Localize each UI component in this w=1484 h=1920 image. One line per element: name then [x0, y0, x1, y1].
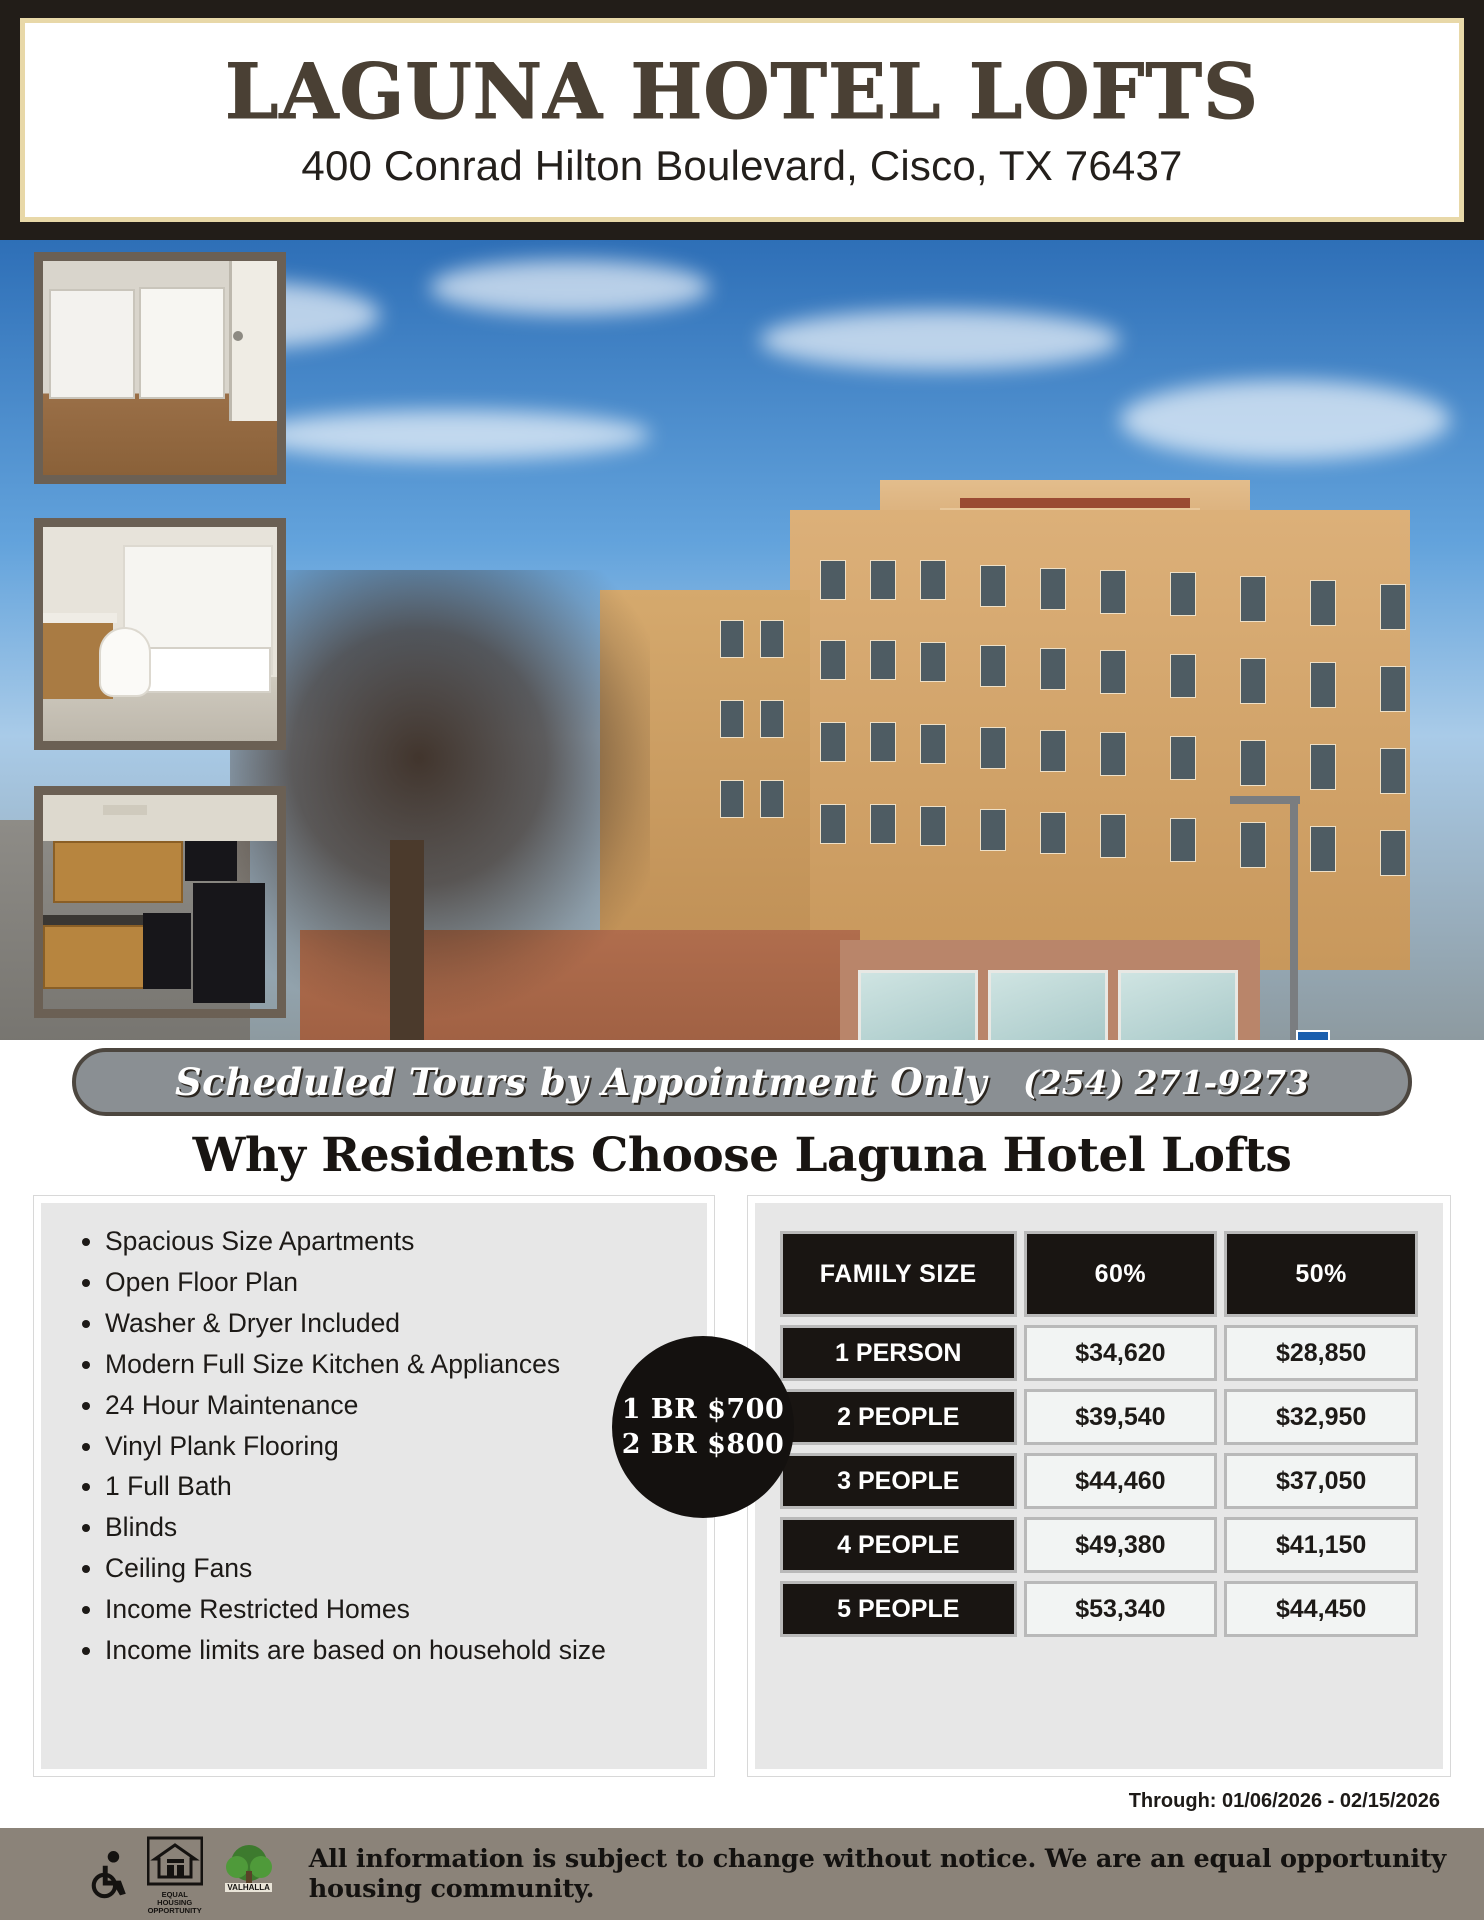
features-list: [53, 1225, 689, 1668]
ceiling: [43, 795, 277, 841]
building-window: [720, 780, 744, 818]
building-window: [1100, 650, 1126, 694]
building-window: [980, 809, 1006, 851]
building-window: [1100, 732, 1126, 776]
building-window: [1310, 580, 1336, 626]
cloud-shape: [1120, 380, 1450, 460]
list-item: • Blinds: [105, 1511, 689, 1545]
accessibility-icon: [88, 1844, 131, 1904]
limit-60-cell: $39,540: [1024, 1389, 1218, 1445]
building-window: [870, 640, 896, 680]
limit-60-cell: $53,340: [1024, 1581, 1218, 1637]
building-window: [1380, 666, 1406, 712]
list-item: • Modern Full Size Kitchen & Appliances: [105, 1348, 689, 1382]
light-pole: [1290, 800, 1298, 1040]
building-window: [1170, 818, 1196, 862]
washer-appliance: [49, 289, 135, 399]
building-window: [1040, 568, 1066, 610]
eho-line-1: EQUAL HOUSING: [157, 1889, 193, 1907]
cloud-shape: [430, 260, 710, 315]
building-window: [920, 560, 946, 600]
building-window: [1240, 576, 1266, 622]
tour-banner: [72, 1048, 1412, 1116]
limit-50-cell: $32,950: [1224, 1389, 1418, 1445]
family-size-cell: 2 PEOPLE: [780, 1389, 1017, 1445]
building-window: [1310, 662, 1336, 708]
building-window: [980, 645, 1006, 687]
building-window: [1240, 740, 1266, 786]
street-sign: [1296, 1030, 1330, 1040]
table-row: [780, 1453, 1418, 1509]
door-knob: [233, 331, 243, 341]
building-window: [980, 565, 1006, 607]
limit-60-cell: $49,380: [1024, 1517, 1218, 1573]
price-badge: [612, 1336, 794, 1518]
building-window: [870, 804, 896, 844]
page-title: LAGUNA HOTEL LOFTS: [225, 47, 1259, 136]
building-window: [1100, 570, 1126, 614]
building-window: [920, 806, 946, 846]
list-item: • Income Restricted Homes: [105, 1593, 689, 1627]
refrigerator: [193, 883, 265, 1003]
cloud-shape: [250, 410, 650, 460]
building-window: [1040, 730, 1066, 772]
cloud-shape: [760, 310, 1120, 370]
building-window: [760, 700, 784, 738]
equal-housing-icon: [147, 1833, 203, 1889]
tour-banner-text: Scheduled Tours by Appointment Only: [174, 1060, 988, 1104]
laundry-room-photo: [34, 252, 286, 484]
upper-cabinets: [53, 841, 183, 903]
storefront-window: [988, 970, 1108, 1040]
kitchen-image: [43, 795, 277, 1009]
list-item: • Washer & Dryer Included: [105, 1307, 689, 1341]
storefront-window: [858, 970, 978, 1040]
price-1br: 1 BR $700: [621, 1394, 785, 1425]
building-window: [1170, 654, 1196, 698]
income-limits-panel: [748, 1196, 1450, 1776]
equal-housing-logo: [147, 1833, 203, 1916]
family-size-cell: 3 PEOPLE: [780, 1453, 1017, 1509]
building-window: [1100, 814, 1126, 858]
building-window: [1240, 658, 1266, 704]
price-2br: 2 BR $800: [621, 1429, 785, 1460]
table-row: [780, 1581, 1418, 1637]
section-title: Why Residents Choose Laguna Hotel Lofts: [192, 1128, 1292, 1183]
building-window: [1170, 572, 1196, 616]
building-window: [820, 804, 846, 844]
building-window: [1310, 826, 1336, 872]
family-size-cell: 5 PEOPLE: [780, 1581, 1017, 1637]
toilet: [99, 627, 151, 697]
limit-60-cell: $44,460: [1024, 1453, 1218, 1509]
column-header-50pct: 50%: [1224, 1231, 1418, 1317]
bathroom-image: [43, 527, 277, 741]
list-item: • Income limits are based on household size: [105, 1634, 689, 1668]
kitchen-photo: [34, 786, 286, 1018]
family-size-cell: 4 PEOPLE: [780, 1517, 1017, 1573]
tree-trunk: [390, 840, 424, 1040]
building-exterior-photo: [0, 240, 1484, 1040]
effective-dates: Through: 01/06/2026 - 02/15/2026: [1128, 1790, 1440, 1812]
valhalla-name: VALHALLA: [227, 1883, 270, 1892]
building-window: [1040, 648, 1066, 690]
header-inner: [20, 18, 1464, 222]
light-pole-arm: [1230, 796, 1300, 804]
phone-number[interactable]: (254) 271-9273: [1023, 1062, 1310, 1102]
building-window: [820, 640, 846, 680]
table-row: [780, 1325, 1418, 1381]
building-window: [1040, 812, 1066, 854]
valhalla-logo: [219, 1843, 279, 1905]
building-window: [760, 780, 784, 818]
ceiling-fan: [103, 805, 147, 815]
footer-bar: [0, 1828, 1484, 1920]
features-panel: [34, 1196, 714, 1776]
limit-60-cell: $34,620: [1024, 1325, 1218, 1381]
building-window: [980, 727, 1006, 769]
family-size-cell: 1 PERSON: [780, 1325, 1017, 1381]
limit-50-cell: $28,850: [1224, 1325, 1418, 1381]
tree-canopy: [230, 570, 650, 1040]
range-oven: [143, 913, 191, 989]
laundry-room-image: [43, 261, 277, 475]
building-window: [1380, 748, 1406, 794]
column-header-family-size: FAMILY SIZE: [780, 1231, 1017, 1317]
table-header-row: [780, 1231, 1418, 1317]
building-window: [1240, 822, 1266, 868]
column-header-60pct: 60%: [1024, 1231, 1218, 1317]
building-window: [720, 620, 744, 658]
building-window: [820, 560, 846, 600]
property-address: 400 Conrad Hilton Boulevard, Cisco, TX 76437: [301, 142, 1183, 189]
countertop: [43, 613, 117, 623]
building-window: [720, 700, 744, 738]
header-band: [0, 0, 1484, 240]
income-limits-table: [773, 1223, 1425, 1645]
building-window: [1380, 584, 1406, 630]
building-window: [1310, 744, 1336, 790]
building-window: [760, 620, 784, 658]
list-item: • Open Floor Plan: [105, 1266, 689, 1300]
building-window: [870, 722, 896, 762]
equal-housing-label: [147, 1891, 203, 1916]
building-window: [820, 722, 846, 762]
microwave: [185, 841, 237, 881]
limit-50-cell: $41,150: [1224, 1517, 1418, 1573]
building-window: [1170, 736, 1196, 780]
list-item: • Spacious Size Apartments: [105, 1225, 689, 1259]
list-item: • Vinyl Plank Flooring: [105, 1430, 689, 1464]
list-item: • 24 Hour Maintenance: [105, 1389, 689, 1423]
list-item: • 1 Full Bath: [105, 1470, 689, 1504]
dryer-appliance: [139, 287, 225, 399]
building-window: [920, 642, 946, 682]
building-window: [920, 724, 946, 764]
bathroom-photo: [34, 518, 286, 750]
table-row: [780, 1389, 1418, 1445]
door: [229, 261, 286, 421]
limit-50-cell: $44,450: [1224, 1581, 1418, 1637]
building-window: [870, 560, 896, 600]
building-window: [1380, 830, 1406, 876]
storefront-window: [1118, 970, 1238, 1040]
limit-50-cell: $37,050: [1224, 1453, 1418, 1509]
list-item: • Ceiling Fans: [105, 1552, 689, 1586]
eho-line-2: OPPORTUNITY: [147, 1906, 202, 1916]
footer-disclaimer: All information is subject to change without notice. We are an equal opportunity housing community.: [308, 1844, 1447, 1904]
table-row: [780, 1517, 1418, 1573]
